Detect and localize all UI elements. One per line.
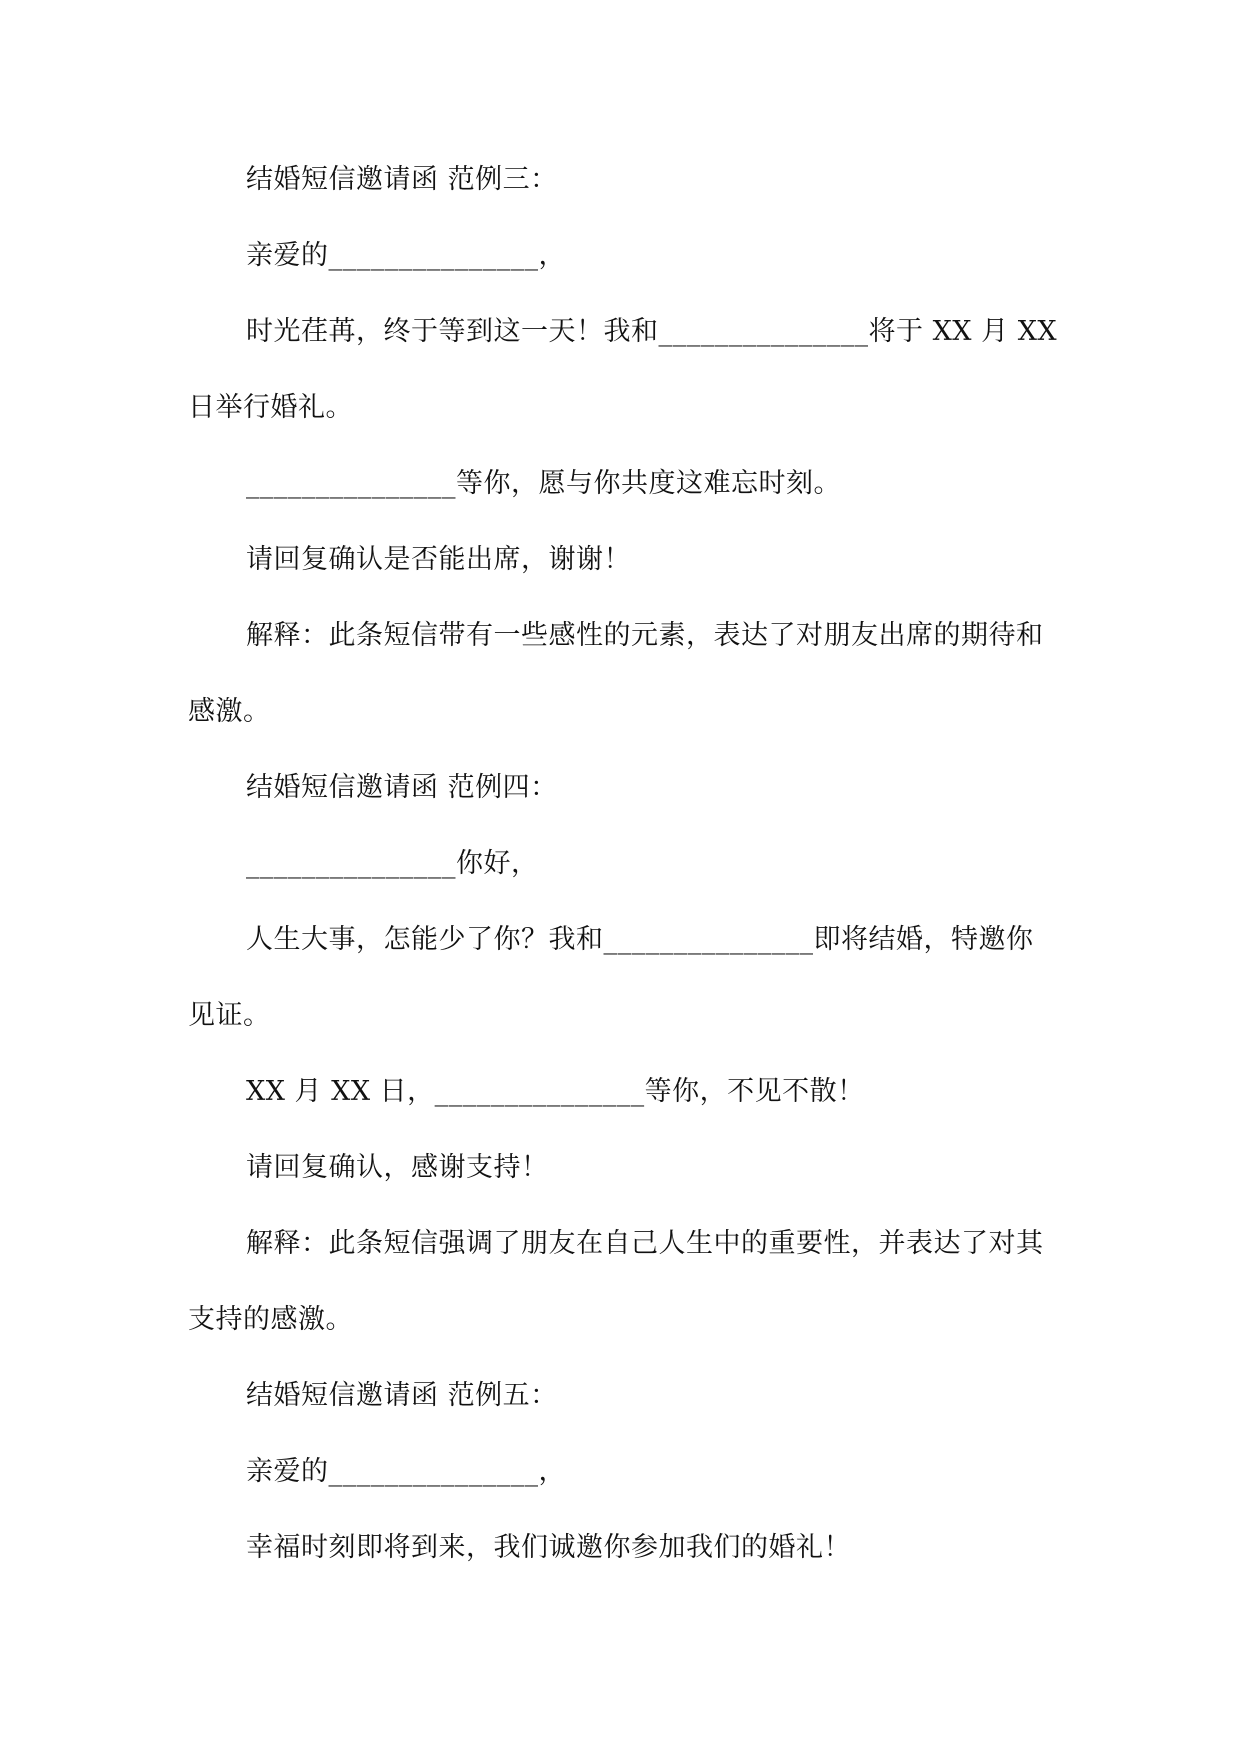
section-heading-example-4: 结婚短信邀请函 范例四：	[246, 772, 558, 803]
section-heading-example-5: 结婚短信邀请函 范例五：	[246, 1380, 558, 1411]
explanation-paragraph: 解释：此条短信强调了朋友在自己人生中的重要性，并表达了对其支持的感激。	[188, 1228, 1044, 1335]
reply-request-line: 请回复确认是否能出席，谢谢！	[246, 544, 631, 575]
greeting-line: 亲爱的_______________，	[246, 1456, 566, 1487]
greeting-line: 亲爱的_______________，	[246, 240, 566, 271]
document-body	[188, 142, 1058, 1586]
section-heading-example-3: 结婚短信邀请函 范例三：	[246, 164, 558, 195]
greeting-line: _______________你好，	[246, 848, 539, 879]
message-paragraph: XX 月 XX 日，_______________等你，不见不散！	[246, 1076, 865, 1107]
message-paragraph: 幸福时刻即将到来，我们诚邀你参加我们的婚礼！	[246, 1532, 851, 1563]
message-paragraph: _______________等你，愿与你共度这难忘时刻。	[246, 468, 841, 499]
message-paragraph: 时光荏苒，终于等到这一天！我和_______________将于 XX 月 XX 日举行婚礼。	[188, 316, 1058, 423]
message-paragraph: 人生大事，怎能少了你？我和_______________即将结婚，特邀你见证。	[188, 924, 1034, 1031]
reply-request-line: 请回复确认，感谢支持！	[246, 1152, 549, 1183]
explanation-paragraph: 解释：此条短信带有一些感性的元素，表达了对朋友出席的期待和感激。	[188, 620, 1044, 727]
